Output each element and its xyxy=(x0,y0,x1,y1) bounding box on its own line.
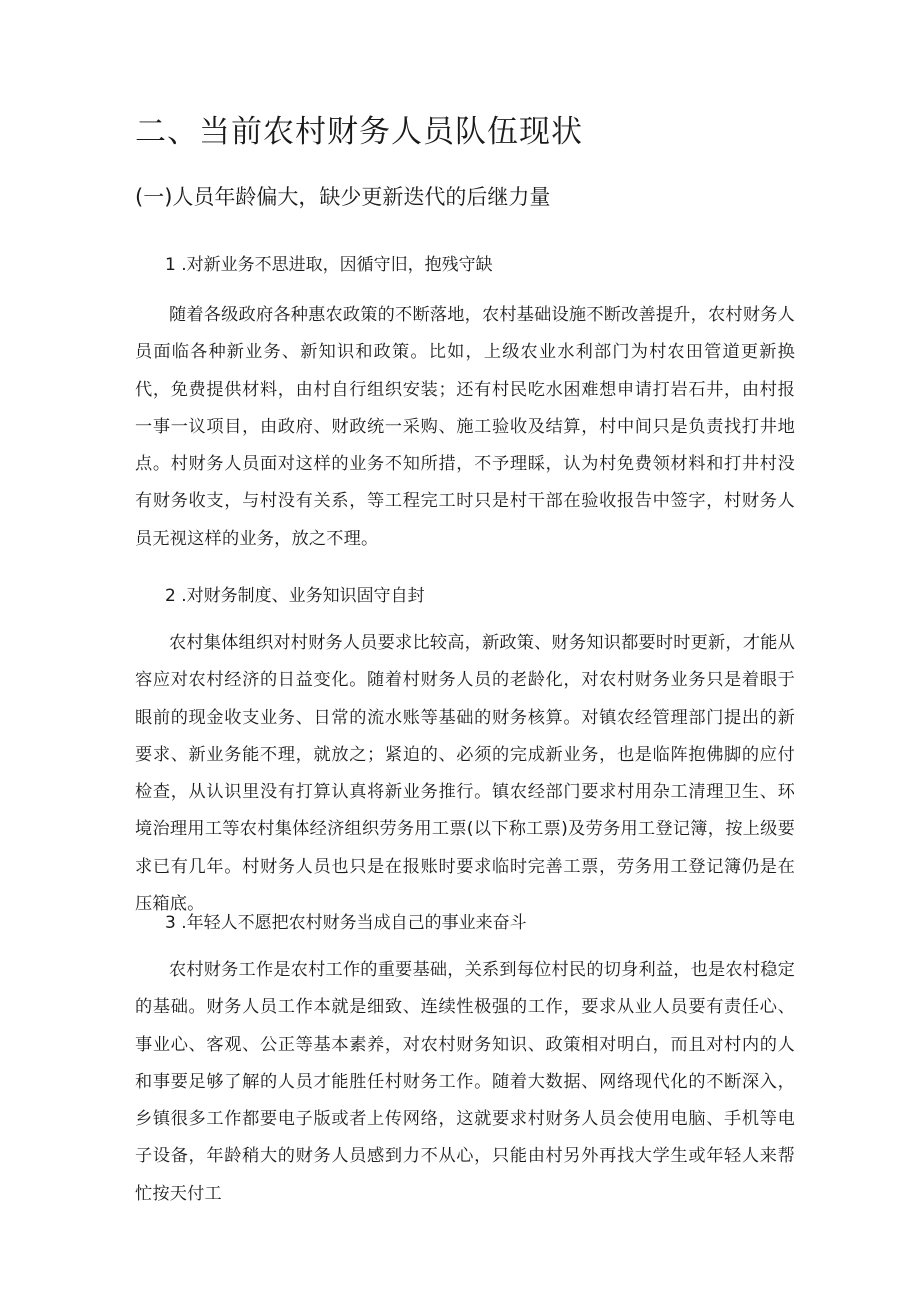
item-heading-3: 3 .年轻人不愿把农村财务当成自己的事业来奋斗 xyxy=(165,913,527,933)
item-heading-1: 1 .对新业务不思进取，因循守旧，抱残守缺 xyxy=(165,255,493,275)
item-heading-2: 2 .对财务制度、业务知识固守自封 xyxy=(165,586,425,606)
item-paragraph-3: 农村财务工作是农村工作的重要基础，关系到每位村民的切身利益，也是农村稳定的基础。财务人员工作本就是细致、连续性极强的工作，要求从业人员要有责任心、事业心、客观、公正等基本素养，对农村财务知识、政策相对明白，而且对村内的人和事要足够了解的人员才能胜任村财务工作。随着大数据、网络现代化的不断深入，乡镇很多工作都要电子版或者上传网络，这就要求村财务人员会使用电脑、手机等电子设备，年龄稍大的财务人员感到力不从心，只能由村另外再找大学生或年轻人来帮忙按天付工 xyxy=(135,960,795,1204)
item-paragraph-2: 农村集体组织对村财务人员要求比较高，新政策、财务知识都要时时更新，才能从容应对农村经济的日益变化。随着村财务人员的老龄化，对农村财务业务只是着眼于眼前的现金收支业务、日常的流水账等基础的财务核算。对镇农经管理部门提出的新要求、新业务能不理，就放之；紧迫的、必须的完成新业务，也是临阵抱佛脚的应付检查，从认识里没有打算认真将新业务推行。镇农经部门要求村用杂工清理卫生、环境治理用工等农村集体经济组织劳务用工票(以下称工票)及劳务用工登记簿，按上级要求已有几年。村财务人员也只是在报账时要求临时完善工票，劳务用工登记簿仍是在压箱底。 xyxy=(135,633,795,915)
section-title: 二、当前农村财务人员队伍现状 xyxy=(135,114,583,150)
item-paragraph-1: 随着各级政府各种惠农政策的不断落地，农村基础设施不断改善提升，农村财务人员面临各种新业务、新知识和政策。比如，上级农业水利部门为村农田管道更新换代，免费提供材料，由村自行组织安装；还有村民吃水困难想申请打岩石井，由村报一事一议项目，由政府、财政统一采购、施工验收及结算，村中间只是负责找打井地点。村财务人员面对这样的业务不知所措，不予理睬，认为村免费领材料和打井村没有财务收支，与村没有关系，等工程完工时只是村干部在验收报告中签字，村财务人员无视这样的业务，放之不理。 xyxy=(135,305,795,549)
subsection-title: (一)人员年龄偏大，缺少更新迭代的后继力量 xyxy=(135,185,551,209)
